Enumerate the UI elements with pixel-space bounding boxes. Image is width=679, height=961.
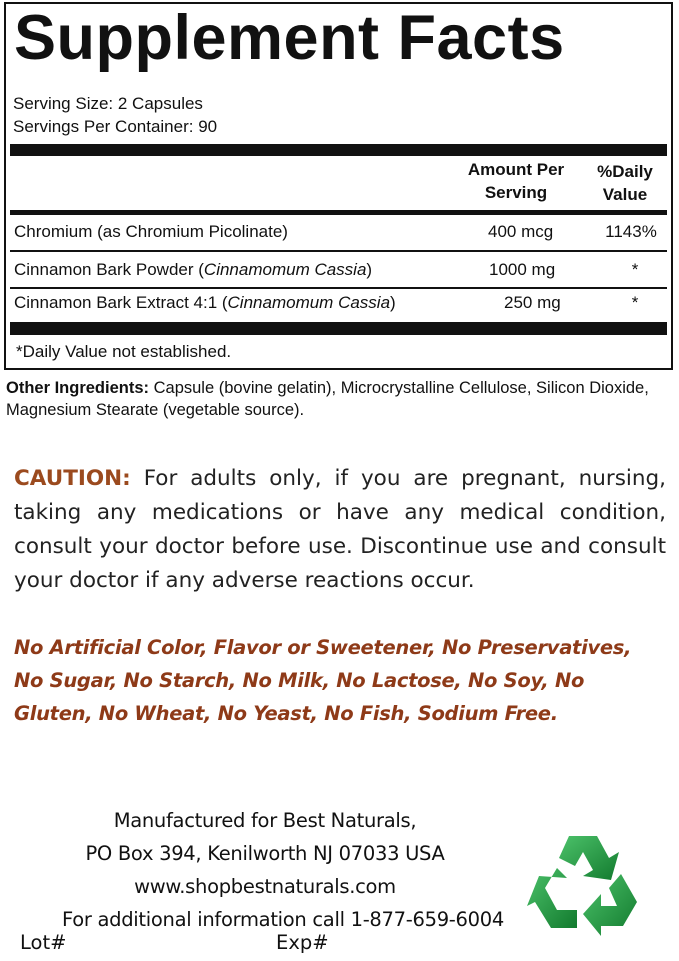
other-ingredients-text: Capsule (bovine gelatin), Microcrystalline Cellulose, Silicon Dioxide, Magnesium Stearate (vegetable source). [6,379,649,419]
caution-statement [14,462,666,598]
medium-divider [10,210,667,215]
nutrient-row-amount: 250 mg [504,293,561,312]
row-divider [10,287,667,289]
servings-per-container: Servings Per Container: 90 [13,117,218,136]
caution-text: For adults only, if you are pregnant, nursing, taking any medications or have any medical condition, consult your doctor before use. Discontinue use and consult your doctor if any adverse reactions occur. [14,466,666,593]
nutrient-name-suffix: ) [366,260,373,279]
nutrient-row-name [14,221,288,243]
nutrient-latin-name: Cinnamomum Cassia [227,293,391,312]
manufacturer-info [0,804,530,936]
nutrient-row-amount: 400 mcg [488,222,554,241]
header-daily-value [588,160,662,206]
manufacturer-line: Manufactured for Best Naturals, [113,809,417,832]
manufacturer-phone: For additional information call 1-877-659-6004 [62,908,504,931]
recycle-icon [525,828,643,940]
nutrient-latin-name: Cinnamomum Cassia [203,260,367,279]
header-amount-line2: Serving [484,183,548,202]
caution-label: CAUTION: [14,466,131,491]
nutrient-name: Cinnamon Bark Extract 4:1 ( [14,293,228,312]
other-ingredients [6,377,676,421]
nutrient-row-dv: 1143% [605,222,657,241]
facts-title: Supplement Facts [14,3,565,73]
header-amount [456,158,576,204]
daily-value-footnote: *Daily Value not established. [16,342,232,361]
header-amount-line1: Amount Per [467,160,565,179]
supplement-facts-panel [4,2,673,370]
header-dv-line1: %Daily [597,162,653,181]
nutrient-row-dv: * [631,260,639,279]
row-divider [10,250,667,252]
manufacturer-address: PO Box 394, Kenilworth NJ 07033 USA [85,842,445,865]
exp-label: Exp# [276,931,329,954]
manufacturer-website: www.shopbestnaturals.com [134,875,396,898]
free-from-statement: No Artificial Color, Flavor or Sweetener, No Preservatives, No Sugar, No Starch, No Milk, No Lactose, No Soy, No Gluten, No Wheat, No Yeast, No Fish, Sodium Free. [14,636,632,725]
lot-label: Lot# [20,931,67,954]
nutrient-row-name [14,292,396,314]
nutrient-name-suffix: ) [390,293,396,312]
thick-divider-bottom [10,322,667,335]
nutrient-row-amount: 1000 mg [489,260,556,279]
other-ingredients-label: Other Ingredients: [6,379,150,397]
nutrient-name: Cinnamon Bark Powder ( [14,260,204,279]
thick-divider-top [10,144,667,156]
header-dv-line2: Value [602,185,648,204]
nutrient-row-name [14,259,372,281]
serving-size: Serving Size: 2 Capsules [13,94,203,113]
nutrient-row-dv: * [631,293,639,312]
nutrient-name: Chromium (as Chromium Picolinate) [14,222,288,241]
